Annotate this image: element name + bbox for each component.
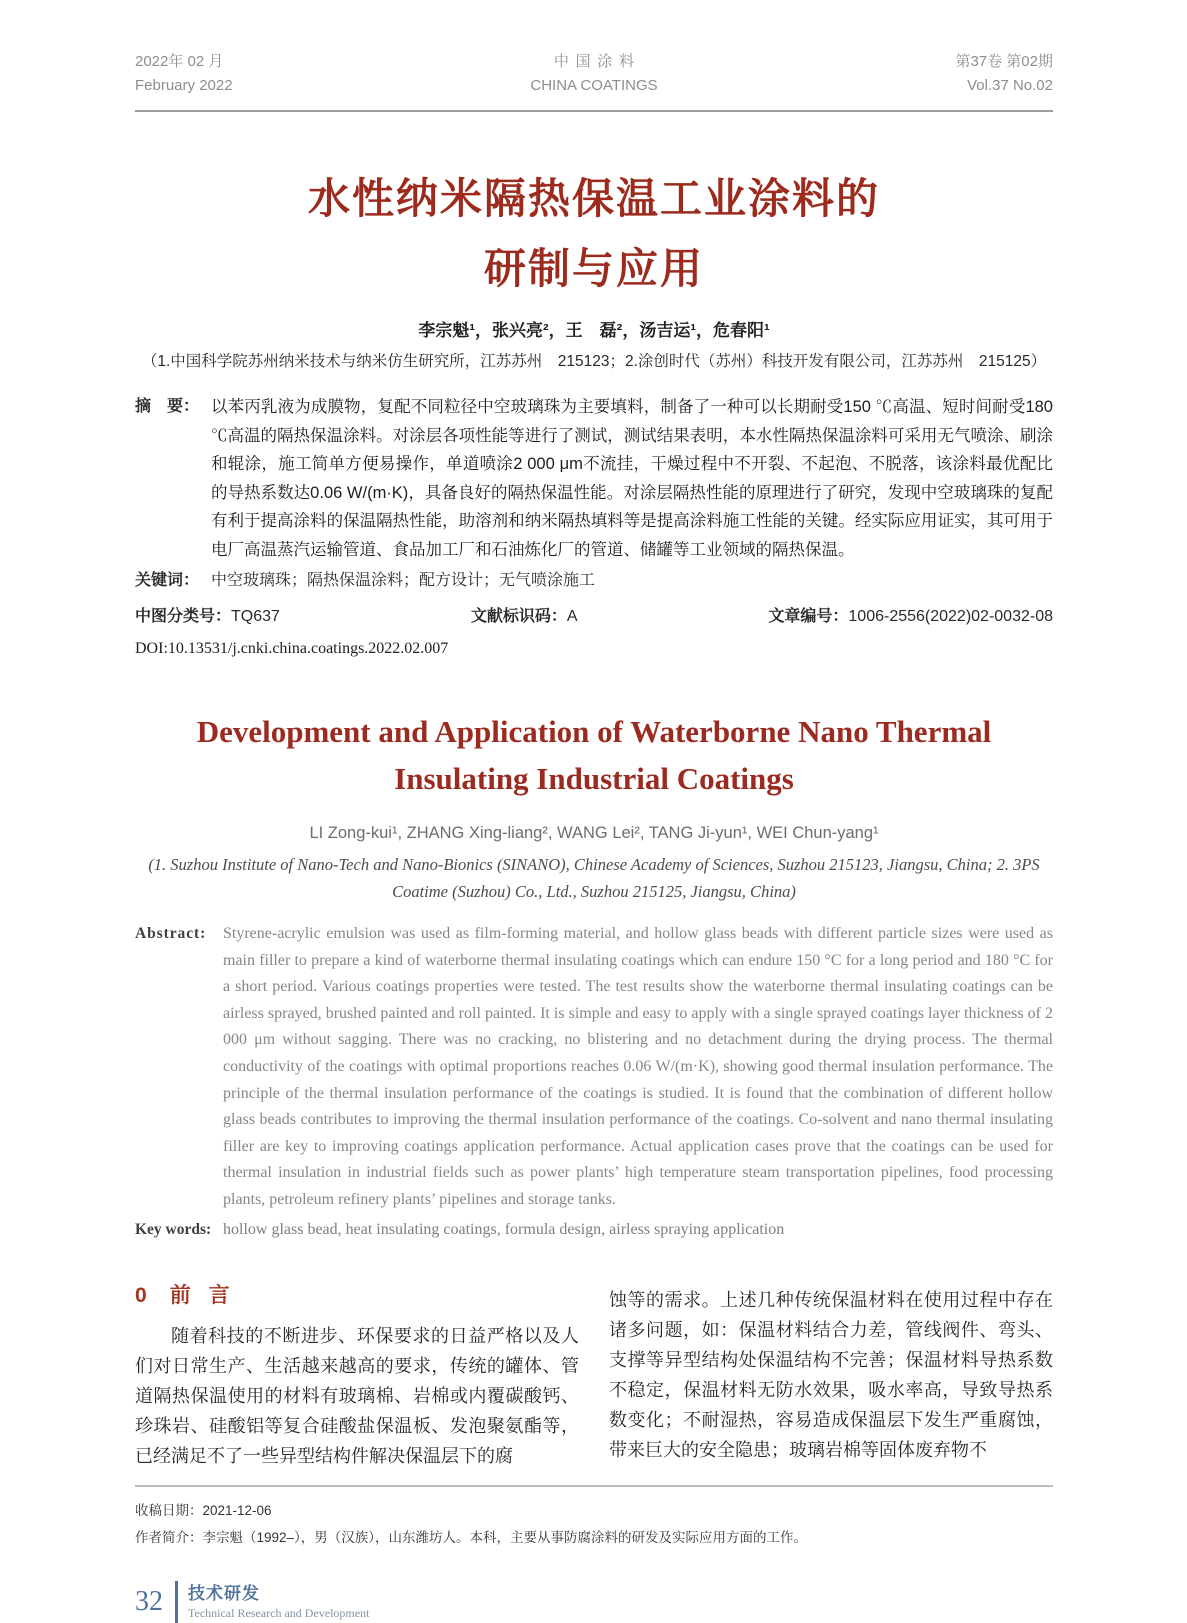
article-id-value: 1006-2556(2022)02-0032-08: [848, 608, 1053, 625]
article-title-en-line2: Insulating Industrial Coatings: [394, 761, 794, 796]
page-number: 32: [135, 1585, 163, 1617]
header-journal-name-en: CHINA COATINGS: [530, 77, 658, 94]
abstract-en-block: [135, 921, 1053, 1214]
clc-value: TQ637: [231, 608, 280, 625]
abstract-cn-block: [135, 393, 1053, 564]
article-title-en: [135, 708, 1053, 802]
header-date-en: February 2022: [135, 77, 233, 94]
article-title-cn-line2: 研制与应用: [483, 245, 704, 292]
footnote-block: [135, 1497, 1053, 1551]
section-number: 0: [135, 1283, 147, 1307]
keywords-en-label: Key words:: [135, 1220, 212, 1238]
footer-section-info: [188, 1583, 369, 1621]
received-date-label: 收稿日期：: [135, 1502, 203, 1518]
abstract-cn-label: 摘 要：: [135, 398, 200, 415]
two-column-body: [135, 1281, 1053, 1471]
keywords-en-text: hollow glass bead, heat insulating coatings, formula design, airless spraying application: [223, 1220, 785, 1238]
authors-cn: 李宗魁¹，张兴亮²，王 磊²，汤吉运¹，危春阳¹: [418, 321, 770, 340]
footer-section-cn: 技术研发: [188, 1583, 260, 1603]
intro-right-text: 蚀等的需求。上述几种传统保温材料在使用过程中存在诸多问题，如：保温材料结合力差，管线阀件、弯头、支撑等异型结构处保温结构不完善；保温材料导热系数不稳定，保温材料无防水效果，吸水率高，导致导热系数变化；不耐湿热，容易造成保温层下发生严重腐蚀，带来巨大的安全隐患；玻璃岩棉等固体废弃物不: [609, 1289, 1053, 1460]
header-date-cn: 2022年 02 月: [135, 53, 224, 70]
keywords-en-block: [135, 1217, 1053, 1243]
page-footer: [135, 1581, 1053, 1623]
header-journal-name-cn: 中国涂料: [553, 53, 641, 70]
footer-divider-bar: [175, 1581, 178, 1623]
classification-row: [135, 604, 1053, 630]
intro-left-text: 随着科技的不断进步、环保要求的日益严格以及人们对日常生产、生活越来越高的要求，传统的罐体、管道隔热保温使用的材料有玻璃棉、岩棉或内覆碳酸钙、珍珠岩、硅酸铝等复合硅酸盐保温板、发泡聚氨酯等，已经满足不了一些异型结构件解决保温层下的腐: [135, 1325, 579, 1466]
abstract-cn-text: 以苯丙乳液为成膜物，复配不同粒径中空玻璃珠为主要填料，制备了一种可以长期耐受150 ℃高温、短时间耐受180 ℃高温的隔热保温涂料。对涂层各项性能等进行了测试，测试结果表明，本水性隔热保温涂料可采用无气喷涂、刷涂和辊涂，施工简单方便易操作，单道喷涂2 000 μm不流挂，干燥过程中不开裂、不起泡、不脱落，该涂料最优配比的导热系数达0.06 W/(m·K)，具备良好的隔热保温性能。对涂层隔热性能的原理进行了研究，发现中空玻璃珠的复配有利于提高涂料的保温隔热性能，助溶剂和纳米隔热填料等是提高涂料施工性能的关键。经实际应用证实，其可用于电厂高温蒸汽运输管道、食品加工厂和石油炼化厂的管道、储罐等工业领域的隔热保温。: [211, 398, 1053, 559]
running-head-journal: [530, 50, 657, 98]
article-title-cn: [135, 164, 1053, 304]
article-id: [768, 604, 1053, 630]
article-id-label: 文章编号：: [768, 608, 849, 625]
footnote-divider-line: [135, 1485, 1053, 1487]
keywords-cn-label: 关键词：: [135, 572, 200, 589]
received-date-value: 2021-12-06: [202, 1502, 272, 1518]
abstract-en-label: Abstract:: [135, 925, 207, 942]
document-code: [471, 604, 578, 630]
affiliation-en: (1. Suzhou Institute of Nano-Tech and Nano-Bionics (SINANO), Chinese Academy of Sciences, Suzhou 215123, Jiangsu, China; 2. 3PS Coatime (Suzhou) Co., Ltd., Suzhou 215125, Jiangsu, China): [148, 855, 1040, 901]
document-code-value: A: [566, 608, 578, 625]
running-head: [135, 50, 1053, 98]
header-issue-en: Vol.37 No.02: [967, 77, 1053, 94]
keywords-cn-block: [135, 567, 1053, 595]
introduction-section: [135, 1281, 1053, 1471]
author-bio-line: [135, 1524, 1053, 1551]
abstract-en-text: Styrene-acrylic emulsion was used as film-forming material, and hollow glass beads with different particle sizes were used as main filler to prepare a kind of waterborne thermal insulating coatings which can endure 150 °C for a long period and 180 °C for a short period. Various coatings properties were tested. The test results show the waterborne thermal insulating coatings can be airless sprayed, brushed painted and roll painted. It is simple and easy to apply with a single sprayed coatings layer thickness of 2 000 μm without sagging. There was no cracking, no blistering and no detachment during the drying process. The thermal conductivity of the coatings with optimal proportions reaches 0.06 W/(m·K), showing good thermal insulation performance. The principle of the thermal insulation performance of the coatings is studied. It is found that the combination of different hollow glass beads contributes to improving the thermal insulation performance of the coatings. Co-solvent and nano thermal insulating filler are key to improving coatings application performance. Actual application cases prove that the coatings can be used for thermal insulation in industrial fields such as power plants’ high temperature steam transportation pipelines, food processing plants, petroleum refinery plants’ pipelines and storage tanks.: [223, 925, 1053, 1208]
footer-section-en: Technical Research and Development: [188, 1605, 370, 1620]
author-bio-value: 李宗魁（1992–），男（汉族），山东潍坊人。本科，主要从事防腐涂料的研发及实际应用方面的工作。: [202, 1529, 808, 1545]
document-code-label: 文献标识码：: [470, 608, 567, 625]
keywords-cn-text: 中空玻璃珠；隔热保温涂料；配方设计；无气喷涂施工: [211, 572, 596, 589]
received-date-line: [135, 1497, 1053, 1524]
running-head-issue: [955, 50, 1053, 98]
section-heading: [135, 1281, 579, 1311]
clc-number: [135, 604, 280, 630]
section-title: 前言: [169, 1283, 248, 1307]
intro-right-column: [609, 1281, 1053, 1471]
author-bio-label: 作者简介：: [135, 1529, 203, 1545]
article-title-cn-line1: 水性纳米隔热保温工业涂料的: [307, 175, 880, 222]
intro-left-column: [135, 1281, 579, 1471]
clc-label: 中图分类号：: [135, 608, 232, 625]
running-head-date: [135, 50, 233, 98]
article-title-en-line1: Development and Application of Waterborne Nano Thermal: [196, 714, 992, 749]
header-issue-cn: 第37卷 第02期: [955, 53, 1053, 70]
header-divider-line: [135, 110, 1053, 112]
affiliation-cn: （1.中国科学院苏州纳米技术与纳米仿生研究所，江苏苏州 215123；2.涂创时代（苏州）科技开发有限公司，江苏苏州 215125）: [141, 353, 1047, 370]
authors-en: LI Zong-kui¹, ZHANG Xing-liang², WANG Lei², TANG Ji-yun¹, WEI Chun-yang¹: [309, 824, 879, 842]
doi-line: DOI:10.13531/j.cnki.china.coatings.2022.02.007: [135, 640, 449, 657]
